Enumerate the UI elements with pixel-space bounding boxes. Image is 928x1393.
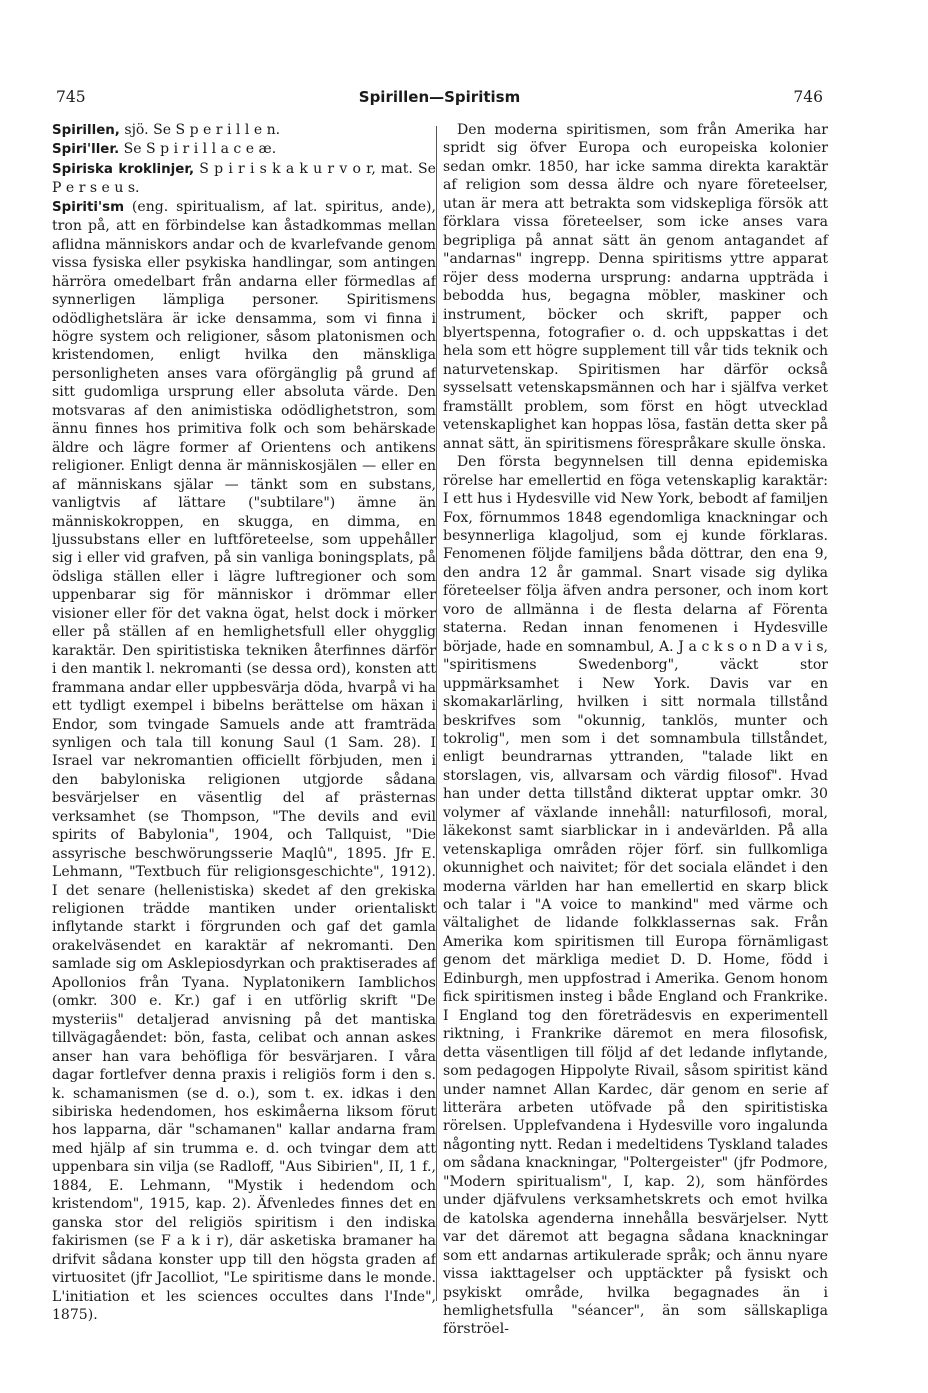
page-number-right: 746	[793, 88, 823, 106]
headword: Spiriska kroklinjer,	[52, 161, 195, 177]
paragraph: Den första begynnelsen till denna epidemiska rörelse har emellertid en föga vetenskaplig karaktär: I ett hus i Hydesville vid New York, bebodt af familjen Fox, förnummos 1848 egendomliga knackningar och besynnerliga klagoljud, som ej kunde förklaras. Fenomenen följde familjens båda döttrar, den ena 9, den andra 12 år gammal. Snart visade sig dylika företeelser följa äfven andra personer, och inom kort voro de allmänna i de flesta delarna af Förenta staterna. Redan innan fenomenen i Hydesville började, hade en somnambul, A. J a c k s o n D a v i s, "spiritismens Swedenborg", väckt stor uppmärksamhet i New York. Davis var en skomakarlärling, hvilken i sitt normala tillstånd beskrifves som "okunnig, tanklös, munter och tokrolig", men som i det somnambula tillståndet, enligt beundrarnas yttranden, "talade likt en storslagen, vis, allvarsam och värdig filosof". Hvad han under detta tillstånd dikterat upptar omkr. 30 volymer af växlande innehåll: naturfilosofi, moral, läkekonst samt siarblickar in i andevärlden. På alla vetenskapliga områden röjer förf. sin fullkomliga okunnighet och naivitet; för det sociala eländet i den moderna världen har han emellertid en skarp blick och talar i "A voice to mankind" med värme och vältalighet de lidande folkklassernas sak. Från Amerika kom spiritismen till Europa förnämligast genom det märkliga mediet D. D. Home, född i Edinburgh, men uppfostrad i Amerika. Genom honom fick spiritismen insteg i både England och Frankrike. I England tog den företrädesvis en experimentell riktning, i Frankrike däremot en mera filosofisk, detta väsentligen till följd af det ledande inflytande, som pedagogen Hippolyte Rivail, såsom spiritist känd under namnet Allan Kardec, där genom en serie af litterära arbeten utöfvade på den spiritistiska rörelsen. Upplefvandena i Hydesville voro ingalunda någonting nytt. Redan i medeltidens Tyskland talades om sådana knackningar, "Poltergeister" (jfr Podmore, "Modern spiritualism", I, kap. 2), som hänfördes under djäfvulens verksamhetskrets och emot hvilka de katolska agenderna innehålla besvärjelser. Nytt var det däremot att begagna sådana knackningar som ett andarnas artikulerade språk; och ännu nyare vissa iakttagelser och upptäckter på fysiskt och psykiskt område, hvilka begagnades än i hemlighetsfulla "séancer", än som sällskapliga förströel-	[443, 454, 828, 1338]
paragraph: Den moderna spiritismen, som från Amerika har spridt sig öfver Europa och europeiska kolonier sedan omkr. 1850, har icke samma direkta karaktär af religion som dessa äldre och nyare företeelser, utan är mera att betrakta som vidskepliga försök att förklara vissa företeelser, som icke anses vara begripliga på annat sätt än genom antagandet af "andarnas" ingrepp. Denna spiritisms yttre apparat röjer dess moderna ursprung: andarna uppträda i bebodda hus, begagna möbler, maskiner och instrument, böcker och skrift, papper och blyertspenna, fotografier o. d. och uppskattas i det hela som ett högre supplement till vår tids teknik och naturvetenskap. Spiritismen har därför också sysselsatt vetenskapsmännen och har i själfva verket framställt problem, som först en högt utvecklad vetenskaplighet kan hoppas lösa, fastän detta sker på annat sätt, än spiritismens förespråkare skulle önska.	[443, 122, 828, 452]
left-column	[52, 121, 436, 1324]
entry-text: S p i r i s k a k u r v o r, mat. Se P e r s e u s.	[52, 160, 436, 197]
headword: Spiriti'sm	[52, 199, 125, 215]
page-header	[56, 88, 823, 112]
entry-text: sjö. Se S p e r i l l e n.	[119, 122, 281, 138]
right-column	[443, 121, 828, 1339]
entry-spirillen	[52, 121, 436, 140]
headword: Spiri'ller.	[52, 142, 120, 158]
page-number-left: 745	[56, 88, 86, 106]
column-divider	[436, 126, 437, 1301]
entry-spiritism	[52, 198, 436, 1325]
running-title: Spirillen—Spiritism	[358, 88, 521, 106]
headword: Spirillen,	[52, 123, 120, 138]
entry-spiriller	[52, 140, 436, 159]
entry-text: (eng. spiritualism, af lat. spiritus, ande), tron på, att en förbindelse kan åstadkommas mellan aflidna människors andar och de kvarlefvande genom vissa fysiska eller psykiska handlingar, som antingen härröra omedelbart från andarna eller förmedlas af synnerligen lämpliga personer. Spiritismens odödlighetslära är icke densamma, som vi finna i högre system och religioner, såsom platonismen och kristendomen, enligt hvilka den mänskliga personligheten anses vara oförgänglig på grund af sitt gudomliga ursprung eller absoluta värde. Den motsvaras af den animistiska odödlighetstron, som ännu finnes hos primitiva folk och som behärskade äldre och lägre former af Orientens och antikens religioner. Enligt denna är människosjälen — eller en af människans själar — tänkt som en substans, vanligtvis af lättare ("subtilare") ämne än människokroppen, en skugga, en dimma, en ljussubstans eller en luftföreteelse, som uppehåller sig i eller vid grafven, på sin vanliga boningsplats, på ödsliga ställen eller i lägre luftregioner och som uppenbarar sig för människor i drömmar eller visioner eller för det vakna ögat, helst dock i mörker eller på ställen af en hemlighetsfull eller ohygglig karaktär. Den spiritistiska tekniken återfinnes därför i den mantik l. nekromanti (se dessa ord), konsten att frammana andar eller uppbesvärja döda, hvarpå vi ha ett tydligt exempel i bibelns berättelse om häxan i Endor, som tvingade Samuels ande att framträda synligen och tala till konung Saul (1 Sam. 28). I Israel var nekromantien officiellt förbjuden, men i den babyloniska religionen utgjorde sådana besvärjelser en väsentlig del af prästernas verksamhet (se Thompson, "The devils and evil spirits of Babylonia", 1904, och Tallquist, "Die assyrische beschwörungsserie Maqlû", 1895. Jfr E. Lehmann, "Textbuch für religionsgeschichte", 1912). I det senare (hellenistiska) skedet af den grekiska religionen trädde mantiken under orientaliskt inflytande starkt i förgrunden och gaf det gamla orakelväsendet en karaktär af nekromanti. Den samlade sig om Asklepiosdyrkan och praktiserades af Apollonios från Tyana. Nyplatonikern Iamblichos (omkr. 300 e. Kr.) gaf i en utförlig skrift "De mysteriis" detaljerad anvisning på det mantiska tillvägagåendet: bön, fasta, celibat och annan askes anser han vara behöfliga för besvärjaren. I våra dagar fortlefver denna praxis i religiös form i den s. k. schamanismen (se d. o.), som t. ex. idkas i den sibiriska hedendomen, hos eskimåerna liksom förut hos lapparna, där "schamanen" kallar andarna fram med hjälp af sin trumma e. d. och tvingar dem att uppenbara sin vilja (se Radloff, "Aus Sibirien", II, 1 f., 1884, E. Lehmann, "Mystik i hedendom och kristendom", 1915, kap. 2). Äfvenledes finnes det en ganska stor del religiös spiritism i den indiska fakirismen (se F a k i r), där asketiska bramaner ha drifvit sådana konster upp till den högsta graden af virtuositet (jfr Jacolliot, "Le spiritisme dans le monde. L'initiation et les sciences occultes dans l'Inde", 1875).	[52, 198, 436, 1323]
entry-text: Se S p i r i l l a c e æ.	[119, 141, 277, 158]
entry-spiriska-kroklinjer	[52, 160, 436, 198]
